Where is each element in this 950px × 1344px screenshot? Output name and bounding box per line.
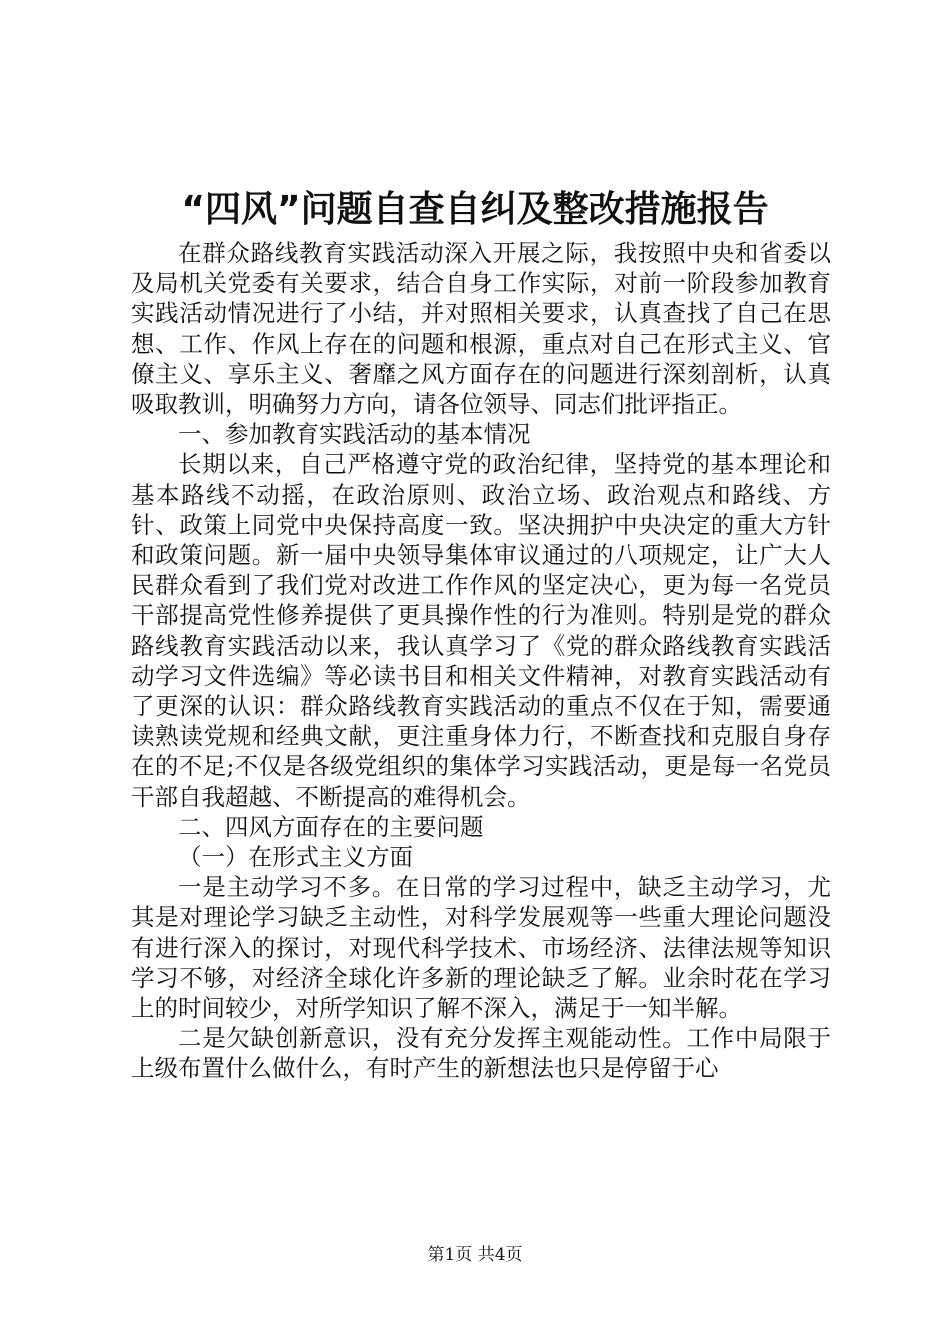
- intro-paragraph: 在群众路线教育实践活动深入开展之际，我按照中央和省委以及局机关党委有关要求，结合自身工作实际，对前一阶段参加教育实践活动情况进行了小结，并对照相关要求，认真查找了自己在思想、工作、作风上存在的问题和根源，重点对自己在形式主义、官僚主义、享乐主义、奢靡之风方面存在的问题进行深刻剖析，认真吸取教训，明确努力方向，请各位领导、同志们批评指正。: [131, 239, 831, 419]
- section-heading-1: 一、参加教育实践活动的基本情况: [178, 420, 531, 449]
- basic-situation-paragraph: 长期以来，自己严格遵守党的政治纪律，坚持党的基本理论和基本路线不动摇，在政治原则、政治立场、政治观点和路线、方针、政策上同党中央保持高度一致。坚决拥护中央决定的重大方针和政策问题。新一届中央领导集体审议通过的八项规定，让广大人民群众看到了我们党对改进工作作风的坚定决心，更为每一名党员干部提高党性修养提供了更具操作性的行为准则。特别是党的群众路线教育实践活动以来，我认真学习了《党的群众路线教育实践活动学习文件选编》等必读书目和相关文件精神，对教育实践活动有了更深的认识：群众路线教育实践活动的重点不仅在于知，需要通读熟读党规和经典文献，更注重身体力行，不断查找和克服自身存在的不足;不仅是各级党组织的集体学习实践活动，更是每一名党员干部自我超越、不断提高的难得机会。: [131, 450, 831, 811]
- section-heading-2: 二、四风方面存在的主要问题: [178, 812, 484, 841]
- document-body: [131, 238, 831, 1084]
- page-footer: 第1页 共4页: [427, 1245, 523, 1265]
- subsection-heading-formalism: （一）在形式主义方面: [178, 843, 413, 872]
- issue-paragraph-2: 二是欠缺创新意识，没有充分发挥主观能动性。工作中局限于上级布置什么做什么，有时产生的新想法也只是停留于心: [131, 1024, 831, 1083]
- document-title: “四风”问题自查自纠及整改措施报告: [181, 189, 769, 230]
- issue-paragraph-1: 一是主动学习不多。在日常的学习过程中，缺乏主动学习，尤其是对理论学习缺乏主动性，对科学发展观等一些重大理论问题没有进行深入的探讨，对现代科学技术、市场经济、法律法规等知识学习不够，对经济全球化许多新的理论缺乏了解。业余时花在学习上的时间较少，对所学知识了解不深入，满足于一知半解。: [131, 873, 831, 1023]
